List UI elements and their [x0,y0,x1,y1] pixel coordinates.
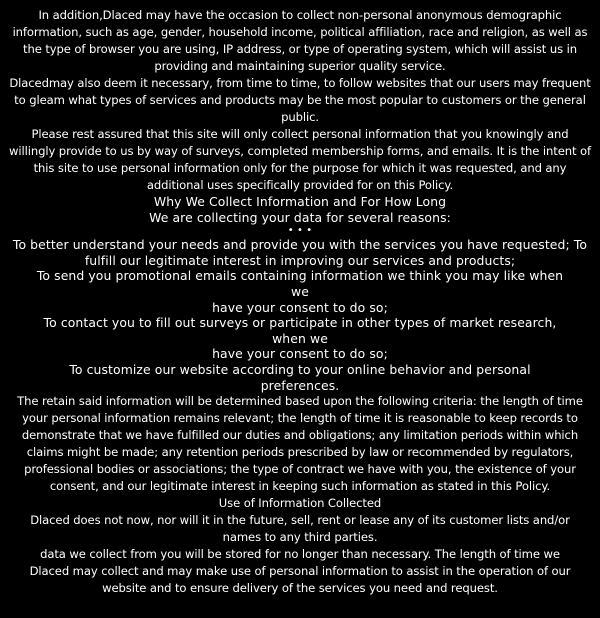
demographic-paragraph: In addition,Dlaced may have the occasion to collect non-personal anonymous demographic information, such as age, gender, household income, political affiliation, race and religion, as well as the type of browser you are using, IP address, or type of operating system, which will assist us in providing and maintaining superior quality service. [12,8,588,73]
reason-4 [8,315,592,362]
reason-1: To better understand your needs and provide you with the services you have requested; [12,237,570,253]
no-sell-paragraph: Dlaced does not now, nor will it in the future, sell, rent or lease any of its customer lists and/or names to any third parties. [30,513,570,545]
reason-3-we: we [291,283,309,299]
policy-document [8,7,592,597]
use-heading: Use of Information Collected [218,496,382,511]
consent-paragraph: Please rest assured that this site will only collect personal information that you knowingly and willingly provide to us by way of surveys, completed membership forms, and emails. It is the intent of this site to use personal information only for the purpose for which it was requested, and any additional uses specifically provided for on this Policy. [8,127,592,192]
why-heading: Why We Collect Information and For How Long [153,194,447,209]
reason-3 [8,268,592,315]
operation-paragraph: Dlaced may collect and may make use of personal information to assist in the operation of our website and to ensure delivery of the services you need and request. [29,564,571,596]
storage-paragraph: data we collect from you will be stored for no longer than necessary. The length of time we [40,547,560,562]
reason-3-line: To send you promotional emails containing information we think you may like when [36,268,564,284]
retention-paragraph: The retain said information will be determined based upon the following criteria: the length of time your personal information remains relevant; the length of time it is reasonable to keep records to demonstrate that we have fulfilled our duties and obligations; any limitation periods within which claims might be made; any retention periods prescribed by law or recommended by regulators, professional bodies or associations; the type of contract we have with you, the existence of your consent, and our legitimate interest in keeping such information as stated in this Policy. [17,394,583,494]
reason-2: To fulfill our legitimate interest in improving our services and products; [84,237,588,268]
reason-5: To customize our website according to your online behavior and personal preferences. [69,361,531,393]
reason-4-when: when we [272,330,328,346]
websites-paragraph: Dlacedmay also deem it necessary, from time to time, to follow websites that our users may frequent to gleam what types of services and products may be the most popular to customers or the general public. [9,76,591,124]
why-intro: We are collecting your data for several reasons: [149,209,451,225]
use-section [8,495,592,597]
why-section [8,194,592,495]
reason-4-line: To contact you to fill out surveys or participate in other types of market research, [43,315,557,331]
reason-list [8,237,592,268]
reason-3-consent: have your consent to do so; [212,299,388,315]
bullet-separator: • • • [287,225,313,237]
reason-4-consent: have your consent to do so; [212,346,388,362]
